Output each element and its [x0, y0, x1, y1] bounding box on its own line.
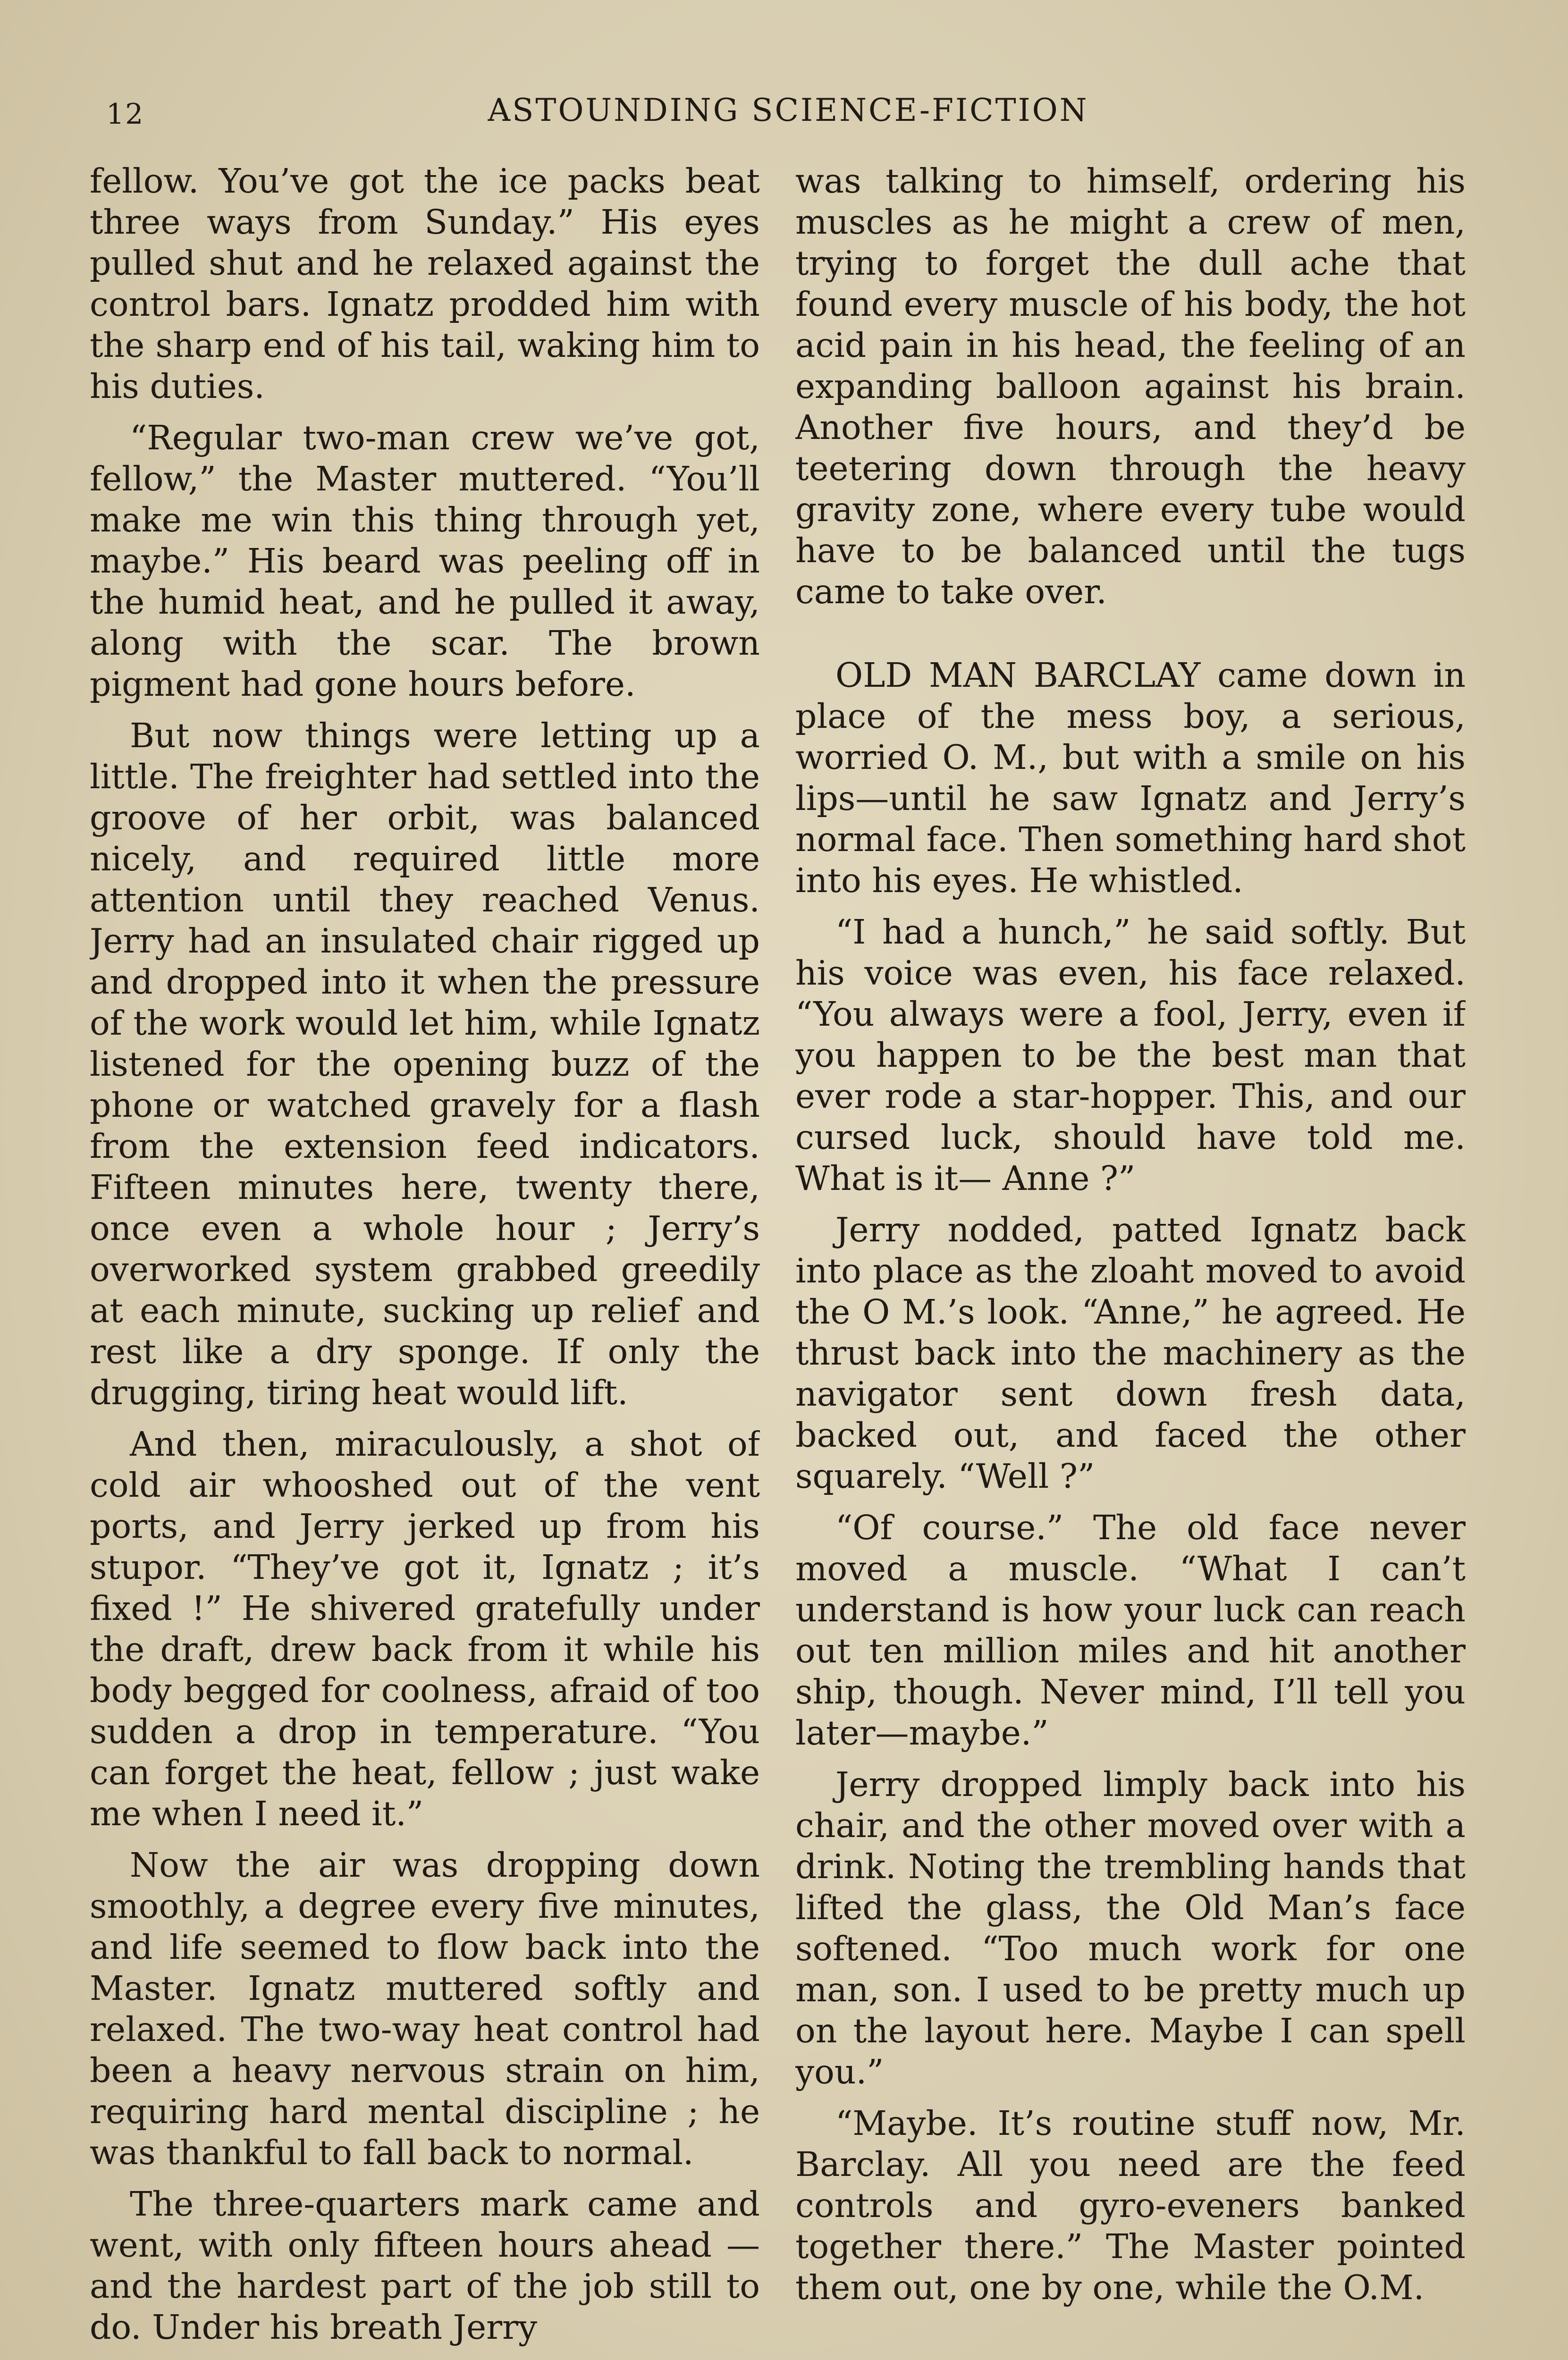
paragraph: “Maybe. It’s routine stuff now, Mr. Barclay. All you need are the feed controls and gyro-eveners banked together there.” The Master pointed them out, one by one, while the O.M. — [795, 2104, 1466, 2307]
section-opening-paragraph: OLD MAN BARCLAY came down in place of the mess boy, a serious, worried O. M., but with a smile on his lips—until he saw Ignatz and Jerry’s normal face. Then something hard shot into his eyes. He whistled. — [795, 656, 1466, 900]
page-header — [106, 92, 1470, 139]
paragraph: “Of course.” The old face never moved a muscle. “What I can’t understand is how your luck can reach out ten million miles and hit another ship, though. Never mind, I’ll tell you later—maybe.” — [795, 1508, 1466, 1753]
paragraph: Now the air was dropping down smoothly, a degree every five minutes, and life seemed to flow back into the Master. Ignatz muttered softly and relaxed. The two-way heat control had been a heavy nervous strain on him, requiring hard mental discipline ; he was thankful to fall back to normal. — [90, 1846, 760, 2172]
paragraph: “I had a hunch,” he said softly. But his voice was even, his face relaxed. “You always were a fool, Jerry, even if you happen to be the best man that ever rode a star-hopper. This, and our cursed luck, should have told me. What is it— Anne ?” — [795, 912, 1466, 1198]
page-number: 12 — [106, 98, 144, 131]
paragraph: Jerry nodded, patted Ignatz back into place as the zloaht moved to avoid the O M.’s look. “Anne,” he agreed. He thrust back into the machinery as the navigator sent down fresh data, backed out, and faced the other squarely. “Well ?” — [795, 1210, 1466, 1496]
paragraph: fellow. You’ve got the ice packs beat three ways from Sunday.” His eyes pulled shut and he relaxed against the control bars. Ignatz prodded him with the sharp end of his tail, waking him to his duties. — [90, 161, 760, 406]
paragraph: The three-quarters mark came and went, with only fifteen hours ahead —and the hardest part of the job still to do. Under his breath Jerry — [90, 2184, 760, 2347]
paragraph: Jerry dropped limply back into his chair, and the other moved over with a drink. Noting the trembling hands that lifted the glass, the Old Man’s face softened. “Too much work for one man, son. I used to be pretty much up on the layout here. Maybe I can spell you.” — [795, 1765, 1466, 2091]
paragraph: was talking to himself, ordering his muscles as he might a crew of men, trying to forget the dull ache that found every muscle of his body, the hot acid pain in his head, the feeling of an expanding balloon against his brain. Another five hours, and they’d be teetering down through the heavy gravity zone, where every tube would have to be balanced until the tugs came to take over. — [795, 161, 1466, 611]
paragraph: But now things were letting up a little. The freighter had settled into the groove of her orbit, was balanced nicely, and required little more attention until they reached Venus. Jerry had an insulated chair rigged up and dropped into it when the pressure of the work would let him, while Ignatz listened for the opening buzz of the phone or watched gravely for a flash from the extension feed indicators. Fifteen minutes here, twenty there, once even a whole hour ; Jerry’s overworked system grabbed greedily at each minute, sucking up relief and rest like a dry sponge. If only the drugging, tiring heat would lift. — [90, 716, 760, 1412]
left-column — [90, 160, 760, 2360]
running-title: ASTOUNDING SCIENCE-FICTION — [488, 92, 1089, 128]
paragraph: And then, miraculously, a shot of cold air whooshed out of the vent ports, and Jerry jerked up from his stupor. “They’ve got it, Ignatz ; it’s fixed !” He shivered gratefully under the draft, drew back from it while his body begged for coolness, afraid of too sudden a drop in temperature. “You can forget the heat, fellow ; just wake me when I need it.” — [90, 1424, 760, 1833]
right-column — [795, 160, 1466, 2360]
paragraph: “Regular two-man crew we’ve got, fellow,” the Master muttered. “You’ll make me win this thing through yet, maybe.” His beard was peeling off in the humid heat, and he pulled it away, along with the scar. The brown pigment had gone hours before. — [90, 418, 760, 704]
